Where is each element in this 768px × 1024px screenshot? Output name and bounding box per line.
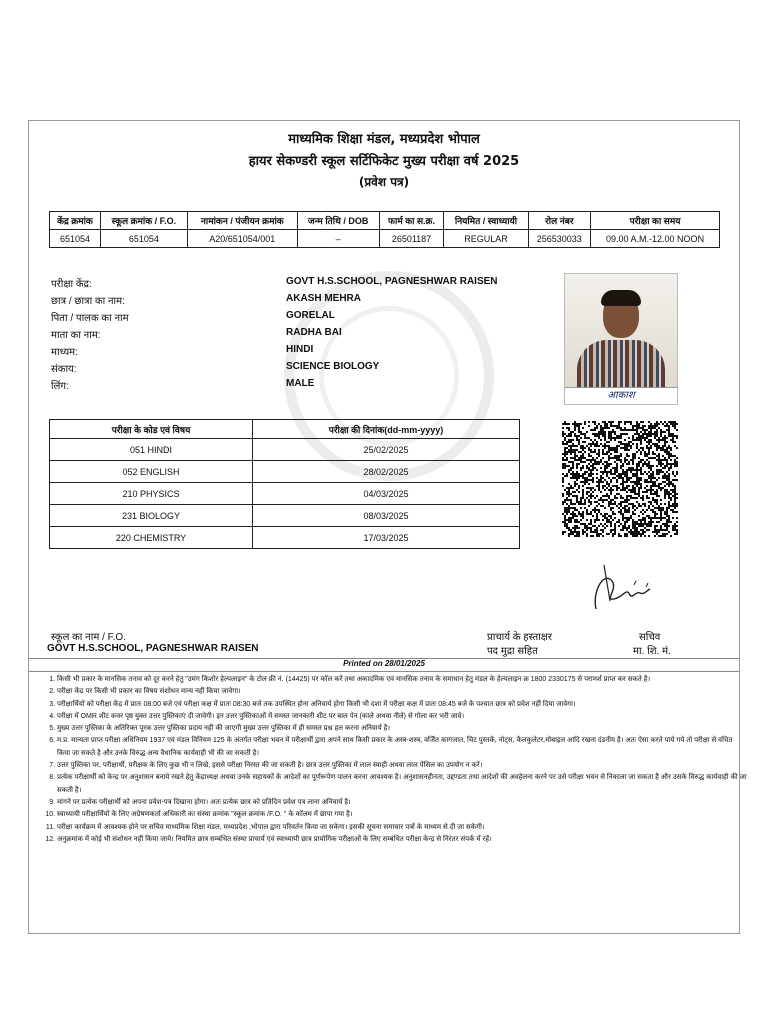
exam-time: 09.00 A.M.-12.00 NOON: [591, 230, 720, 248]
subject-cell: 210 PHYSICS: [50, 483, 253, 505]
header-cell: जन्म तिथि / DOB: [297, 212, 379, 230]
subject-cell: 051 HINDI: [50, 439, 253, 461]
admit-card: [28, 120, 747, 934]
divider: [29, 671, 739, 672]
instruction-item: 6. म.प्र. मान्यता प्राप्त परीक्षा अधिनियम 1937 एवं मंडल विनियम 125 के अंतर्गत परीक्षा भवन में परीक्षार्थी द्वारा अपने साथ किसी प्रकार के अस्त्र-शस्त्र, वर्जित कागजात, चिट पुस्तकें, नोट्स, कैलकुलेटर,मोबाइल आदि रखना दंडनीय है। अतः ऐसा करते पाये गये तो परीक्षा से वंचित किया जा सकते है और उनके विरुद्ध अन्य वैधानिक कार्यवाही भी की जा सकती है।: [57, 735, 747, 760]
info-label: छात्र / छात्रा का नाम:: [51, 296, 125, 307]
header-cell: परीक्षा के कोड एवं विषय: [50, 420, 253, 439]
photo-hair: [601, 290, 641, 306]
board-name: माध्यमिक शिक्षा मंडल, मध्यप्रदेश भोपाल: [288, 132, 480, 147]
subject-cell: 052 ENGLISH: [50, 461, 253, 483]
info-label: परीक्षा केंद्र:: [51, 279, 92, 290]
instruction-item: 2. परीक्षा केंद्र पर किसी भी प्रकार का विषय संशोधन मान्य नहीं किया जावेगा।: [57, 686, 747, 698]
info-value: RADHA BAI: [286, 327, 342, 338]
qr-code: [562, 421, 678, 537]
instruction-item: 7. उत्तर पुस्तिका पर, परीक्षार्थी, परीक्षक के लिए कुछ भी न लिखे, इससे परीक्षा निरस्त की जा सकती है। छात्र उत्तर पुस्तिका में लाल स्याही अथवा लाल पेंसिल का उपयोग न करें।: [57, 760, 747, 772]
header-cell: स्कूल क्रमांक / F.O.: [100, 212, 187, 230]
info-value: MALE: [286, 378, 315, 389]
printed-date: Printed on 28/01/2025: [343, 659, 425, 668]
instruction-item: 3. परीक्षार्थियों को परीक्षा केंद्र में प्रातः 08:00 बजे एवं परीक्षा कक्ष में प्रातः 08:30 बजे तक उपस्थित होना अनिवार्य होगा किसी भी दशा में परीक्षा कक्ष में प्रातः 08:45 बजे के पश्चात छात्र को प्रवेश नहीं दिया जावेगा।: [57, 699, 747, 711]
subject-cell: 220 CHEMISTRY: [50, 527, 253, 549]
table-row: [50, 527, 520, 549]
instructions-list: [39, 674, 747, 846]
info-value: SCIENCE BIOLOGY: [286, 361, 380, 372]
header-cell: रोल नंबर: [528, 212, 591, 230]
exam-details-table: [49, 211, 720, 248]
date-of-birth: –: [297, 230, 379, 248]
instruction-item: 9. मांगने पर प्रत्येक परीक्षार्थी को अपना प्रवेश-पत्र दिखाना होगा। अतः प्रत्येक छात्र को प्रतिदिन प्रवेश पत्र लाना अनिवार्य है।: [57, 797, 747, 809]
subject-schedule-table: [49, 419, 520, 549]
school-name: GOVT H.S.SCHOOL, PAGNESHWAR RAISEN: [47, 643, 259, 654]
info-label: माता का नाम:: [51, 330, 101, 341]
subject-cell: 231 BIOLOGY: [50, 505, 253, 527]
document-type: (प्रवेश पत्र): [358, 175, 410, 189]
table-row: [50, 439, 520, 461]
info-label: लिंग:: [51, 381, 69, 392]
table-row: [50, 483, 520, 505]
table-row: [50, 505, 520, 527]
instruction-item: 12. अनुक्रमांक में कोई भी संशोधन नहीं किया जाये। नियमित छात्र सम्बंधित संस्था प्राचार्य एवं स्वाध्यायी छात्र प्रायोगिक परीक्षाओं के लिए सम्बंधित परीक्षा केन्द्र से निरंतर संपर्क में रहें।: [57, 834, 747, 846]
header-cell: केंद्र क्रमांक: [50, 212, 101, 230]
info-value: GOVT H.S.SCHOOL, PAGNESHWAR RAISEN: [286, 276, 498, 287]
candidate-type: REGULAR: [444, 230, 528, 248]
table-header-row: [50, 212, 720, 230]
school-label: स्कूल का नाम / F.O.: [51, 632, 126, 643]
info-label: माध्यम:: [51, 347, 78, 358]
principal-signature-label: प्राचार्य के हस्ताक्षर: [487, 632, 553, 643]
header-cell: नियमित / स्वाध्यायी: [444, 212, 528, 230]
instruction-item: 8. प्रत्येक परीक्षार्थी को केन्द्र पर अनुशासन बनाये रखने हेतु केंद्राध्यक्ष अथवा उनके सहायकों के आदेशों का पूर्णरूपेण पालन करना आवश्यक है। अनुशासनहीनता, उद्दण्डता तथा आदेशों की अवहेलना करने पर उसे परीक्षा भवन से निकाला जा सकता है और उसके विरुद्ध कार्यवाही की जा सकती है।: [57, 772, 747, 797]
date-cell: 17/03/2025: [253, 527, 520, 549]
school-number: 651054: [100, 230, 187, 248]
header-cell: परीक्षा की दिनांक(dd-mm-yyyy): [253, 420, 520, 439]
header-cell: परीक्षा का समय: [591, 212, 720, 230]
form-serial: 26501187: [379, 230, 444, 248]
header-cell: नामांकन / पंजीयन क्रमांक: [187, 212, 297, 230]
info-value: GORELAL: [286, 310, 335, 321]
instruction-item: 1. किसी भी प्रकार के मानसिक तनाव को दूर करने हेतु "उमंग किशोर हेल्पलाइन" के टोल फ्री नं. (14425) पर कॉल करें तथा अकादमिक एवं मानसिक तनाव के समाधान हेतु मंडल के हेल्पलाइन क्र 1800 2330175 से परामर्श प्राप्त कर सकते है।: [57, 674, 747, 686]
info-value: AKASH MEHRA: [286, 293, 361, 304]
centre-number: 651054: [50, 230, 101, 248]
instruction-item: 5. मुख्य उत्तर पुस्तिका के अतिरिक्त पूरक उत्तर पुस्तिका प्रदाय नहीं की जाएगी मुख्य उत्तर पुस्तिका में ही समस्त प्रश्न हल करना अनिवार्य है।: [57, 723, 747, 735]
principal-signature: [574, 551, 674, 621]
info-label: पिता / पालक का नाम: [51, 313, 129, 324]
instruction-item: 10. स्वाध्यायी परीक्षार्थियों के लिए अग्रेषणकर्ता अधिकारी का संस्था क्रमांक "स्कूल क्रमांक /F.O. " के कॉलम में छापा गया है।: [57, 809, 747, 821]
date-cell: 08/03/2025: [253, 505, 520, 527]
table-row: [50, 461, 520, 483]
info-value: HINDI: [286, 344, 314, 355]
exam-title: हायर सेकण्डरी स्कूल सर्टिफिकेट मुख्य परीक्षा वर्ष 2025: [248, 154, 520, 169]
header-cell: फार्म का स.क्र.: [379, 212, 444, 230]
table-header-row: [50, 420, 520, 439]
candidate-photo: [564, 273, 678, 405]
roll-number: 256530033: [528, 230, 591, 248]
board-abbr-label: मा. शि. मं.: [633, 646, 671, 657]
principal-seal-label: पद मुद्रा सहित: [487, 646, 538, 657]
info-label: संकाय:: [51, 364, 77, 375]
date-cell: 28/02/2025: [253, 461, 520, 483]
instruction-item: 11. परीक्षा कार्यक्रम में आवश्यक होने पर सचिव माध्यमिक शिक्षा मंडल, मध्यप्रदेश ,भोपाल द्वारा परिवर्तन किया जा सकेगा। इसकी सूचना समाचार पत्रों के माध्यम से दी जा सकेगी।: [57, 822, 747, 834]
secretary-label: सचिव: [639, 632, 661, 643]
enrolment-number: A20/651054/001: [187, 230, 297, 248]
table-row: [50, 230, 720, 248]
date-cell: 25/02/2025: [253, 439, 520, 461]
date-cell: 04/03/2025: [253, 483, 520, 505]
candidate-signature: आकाश: [565, 387, 677, 404]
instruction-item: 4. परीक्षा में OMR शीट कवर पृष्ठ युक्त उत्तर पुस्तिकाएं दी जावेगी। इन उत्तर पुस्तिकाओं में समस्त जानकारी शीट पर बाल पेन (काले अथवा नीले) से गोला कर भरी जावे।: [57, 711, 747, 723]
